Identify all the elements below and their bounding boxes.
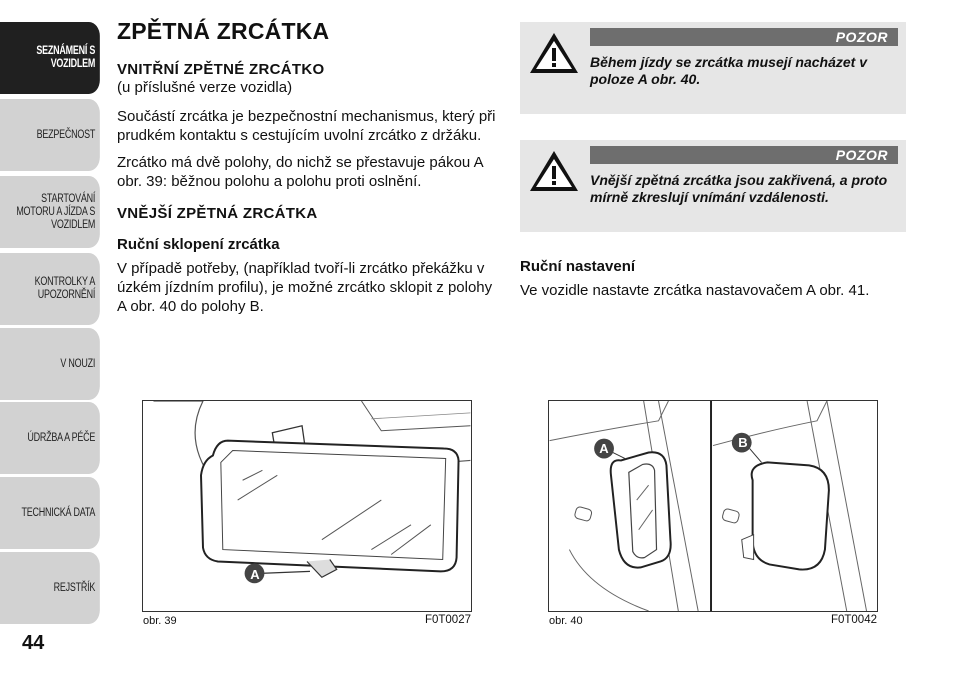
figure-caption: obr. 39 [143,615,177,627]
tab-v-nouzi[interactable]: V NOUZI [0,328,100,400]
figure-code: F0T0027 [424,614,471,626]
tab-seznameni-s-vozidlem[interactable]: SEZNÁMENÍ S VOZIDLEM [0,22,100,94]
subsection-heading-manual: Ruční nastavení [520,258,636,275]
section-heading-outer-mirrors: VNĚJŠÍ ZPĚTNÁ ZRCÁTKA [117,205,318,222]
tab-bezpecnost[interactable]: BEZPEČNOST [0,99,100,171]
warning-box [520,140,906,232]
figure-interior-mirror [142,400,472,627]
warning-text: Vnější zpětná zrcátka jsou zakřivená, a proto mírně zkreslují vnímání vzdálenosti. [590,172,888,205]
label-a: A [599,441,609,456]
subsection-heading: Ruční sklopení zrcátka [117,236,280,253]
tab-rejstrik[interactable]: REJSTŘÍK [0,552,100,624]
tab-technicka-data[interactable]: TECHNICKÁ DATA [0,477,100,549]
page-title: ZPĚTNÁ ZRCÁTKA [117,18,330,44]
paragraph: Ve vozidle nastavte zrcátka nastavovačem A obr. 41. [520,282,870,299]
interior-mirror-illustration [143,401,471,611]
warning-text: Během jízdy se zrcátka musejí nacházet v poloze A obr. 40. [590,54,868,87]
right-column [520,22,906,308]
tab-udrzba[interactable]: ÚDRŽBA A PÉČE [0,402,100,474]
figure-exterior-mirror [548,400,878,627]
figure-caption: obr. 40 [549,615,583,627]
label-b: B [738,435,748,450]
warning-triangle-icon [528,30,580,76]
tab-kontrolky[interactable]: KONTROLKY A UPOZORNĚNÍ [0,253,100,325]
paragraph: Zrcátko má dvě polohy, do nichž se přestavuje pákou A obr. 39: běžnou polohu a polohu proti oslnění. [117,154,483,190]
warning-title: POZOR [590,28,898,46]
warning-triangle-icon [528,148,580,194]
label-a: A [250,567,260,582]
exterior-mirror-illustration [549,401,877,611]
page-number: 44 [22,632,45,654]
left-column [117,18,497,324]
tab-startovani[interactable]: STARTOVÁNÍ MOTORU A JÍZDA S VOZIDLEM [0,176,100,248]
section-heading-inner-mirror: VNITŘNÍ ZPĚTNÉ ZRCÁTKO [117,61,325,78]
warning-title: POZOR [590,146,898,164]
warning-box [520,22,906,114]
figure-code: F0T0042 [830,614,877,626]
paragraph: Součástí zrcátka je bezpečnostní mechanismus, který při prudkém kontaktu s cestujícím uvolní zrcátko z držáku. [117,108,496,144]
paragraph: V případě potřeby, (například tvoří-li zrcátko překážku v úzkém jízdním profilu), je možné zrcátko sklopit z polohy A obr. 40 do polohy B. [117,260,493,315]
section-subtitle: (u příslušné verze vozidla) [117,79,293,96]
